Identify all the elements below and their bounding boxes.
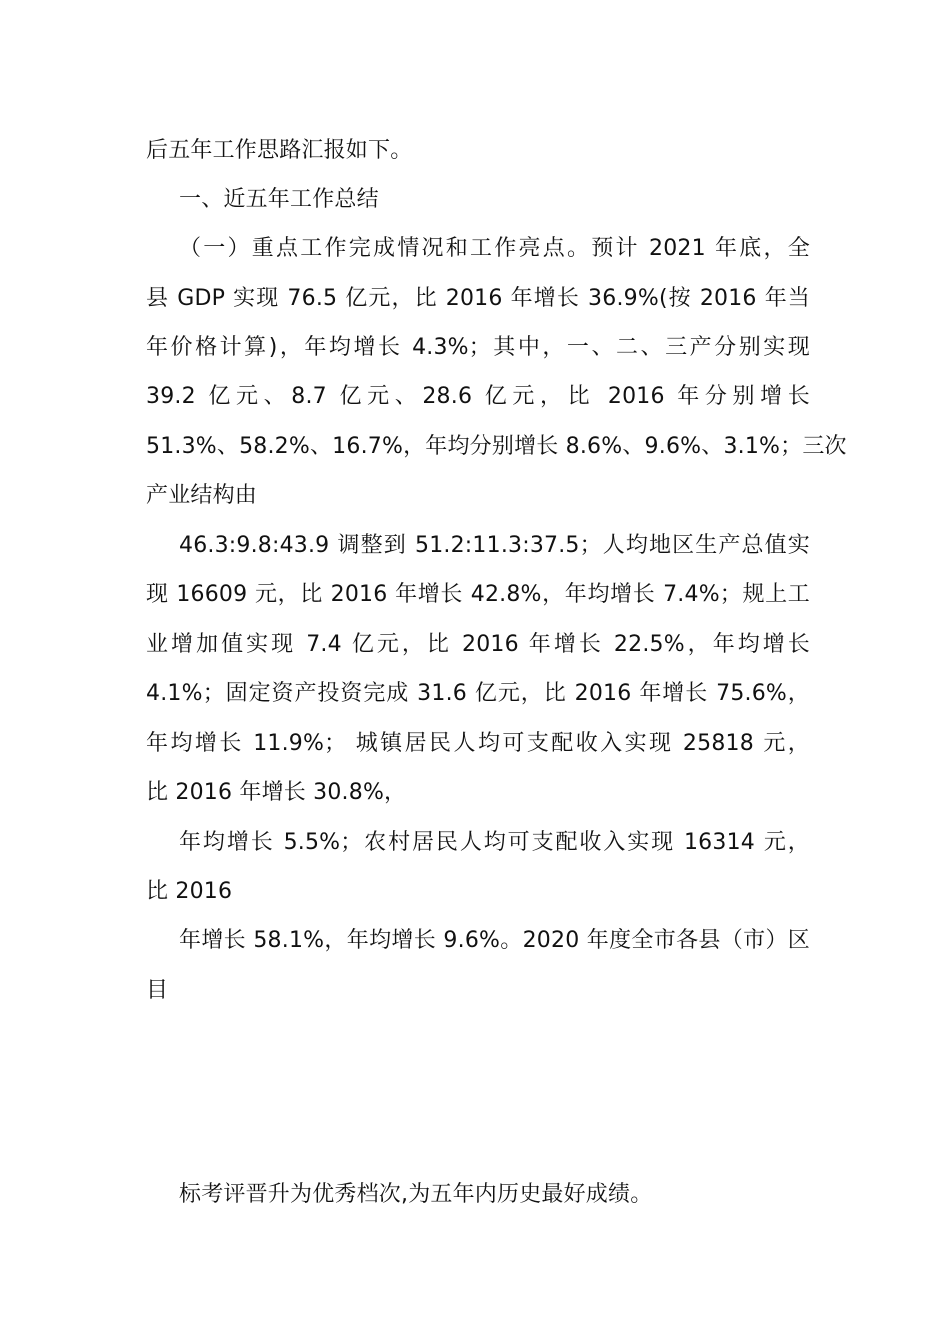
text-line-14: 比 2016 年增长 30.8%， [146, 780, 407, 805]
text-line-1: 后五年工作思路汇报如下。 [146, 138, 413, 163]
section-heading: 一、近五年工作总结 [179, 187, 379, 212]
text-line-19: 标考评晋升为优秀档次,为五年内历史最好成绩。 [179, 1182, 653, 1207]
text-line-8: 产业结构由 [146, 483, 258, 508]
text-line-13: 年均增长 11.9%； 城镇居民人均可支配收入实现 25818 元， [146, 731, 810, 756]
text-line-5: 年价格计算)，年均增长 4.3%；其中，一、二、三产分别实现 [146, 335, 810, 360]
text-line-9: 46.3:9.8:43.9 调整到 51.2:11.3:37.5；人均地区生产总值实 [179, 533, 810, 558]
text-line-16: 比 2016 [146, 879, 233, 904]
text-line-6: 39.2 亿元、8.7 亿元、28.6 亿元，比 2016 年分别增长 [146, 384, 810, 409]
text-line-15: 年均增长 5.5%；农村居民人均可支配收入实现 16314 元， [179, 830, 810, 855]
text-line-4: 县 GDP 实现 76.5 亿元，比 2016 年增长 36.9%(按 2016 年当 [146, 286, 810, 311]
text-line-18: 目 [146, 978, 169, 1003]
text-line-12: 4.1%；固定资产投资完成 31.6 亿元，比 2016 年增长 75.6%， [146, 681, 810, 706]
text-line-10: 现 16609 元，比 2016 年增长 42.8%，年均增长 7.4%；规上工 [146, 582, 810, 607]
text-line-17: 年增长 58.1%，年均增长 9.6%。2020 年度全市各县（市）区 [179, 928, 810, 953]
text-line-7: 51.3%、58.2%、16.7%，年均分别增长 8.6%、9.6%、3.1%；三次 [146, 434, 847, 459]
text-line-3: （一）重点工作完成情况和工作亮点。预计 2021 年底，全 [179, 236, 810, 261]
text-line-11: 业增加值实现 7.4 亿元，比 2016 年增长 22.5%，年均增长 [146, 632, 810, 657]
